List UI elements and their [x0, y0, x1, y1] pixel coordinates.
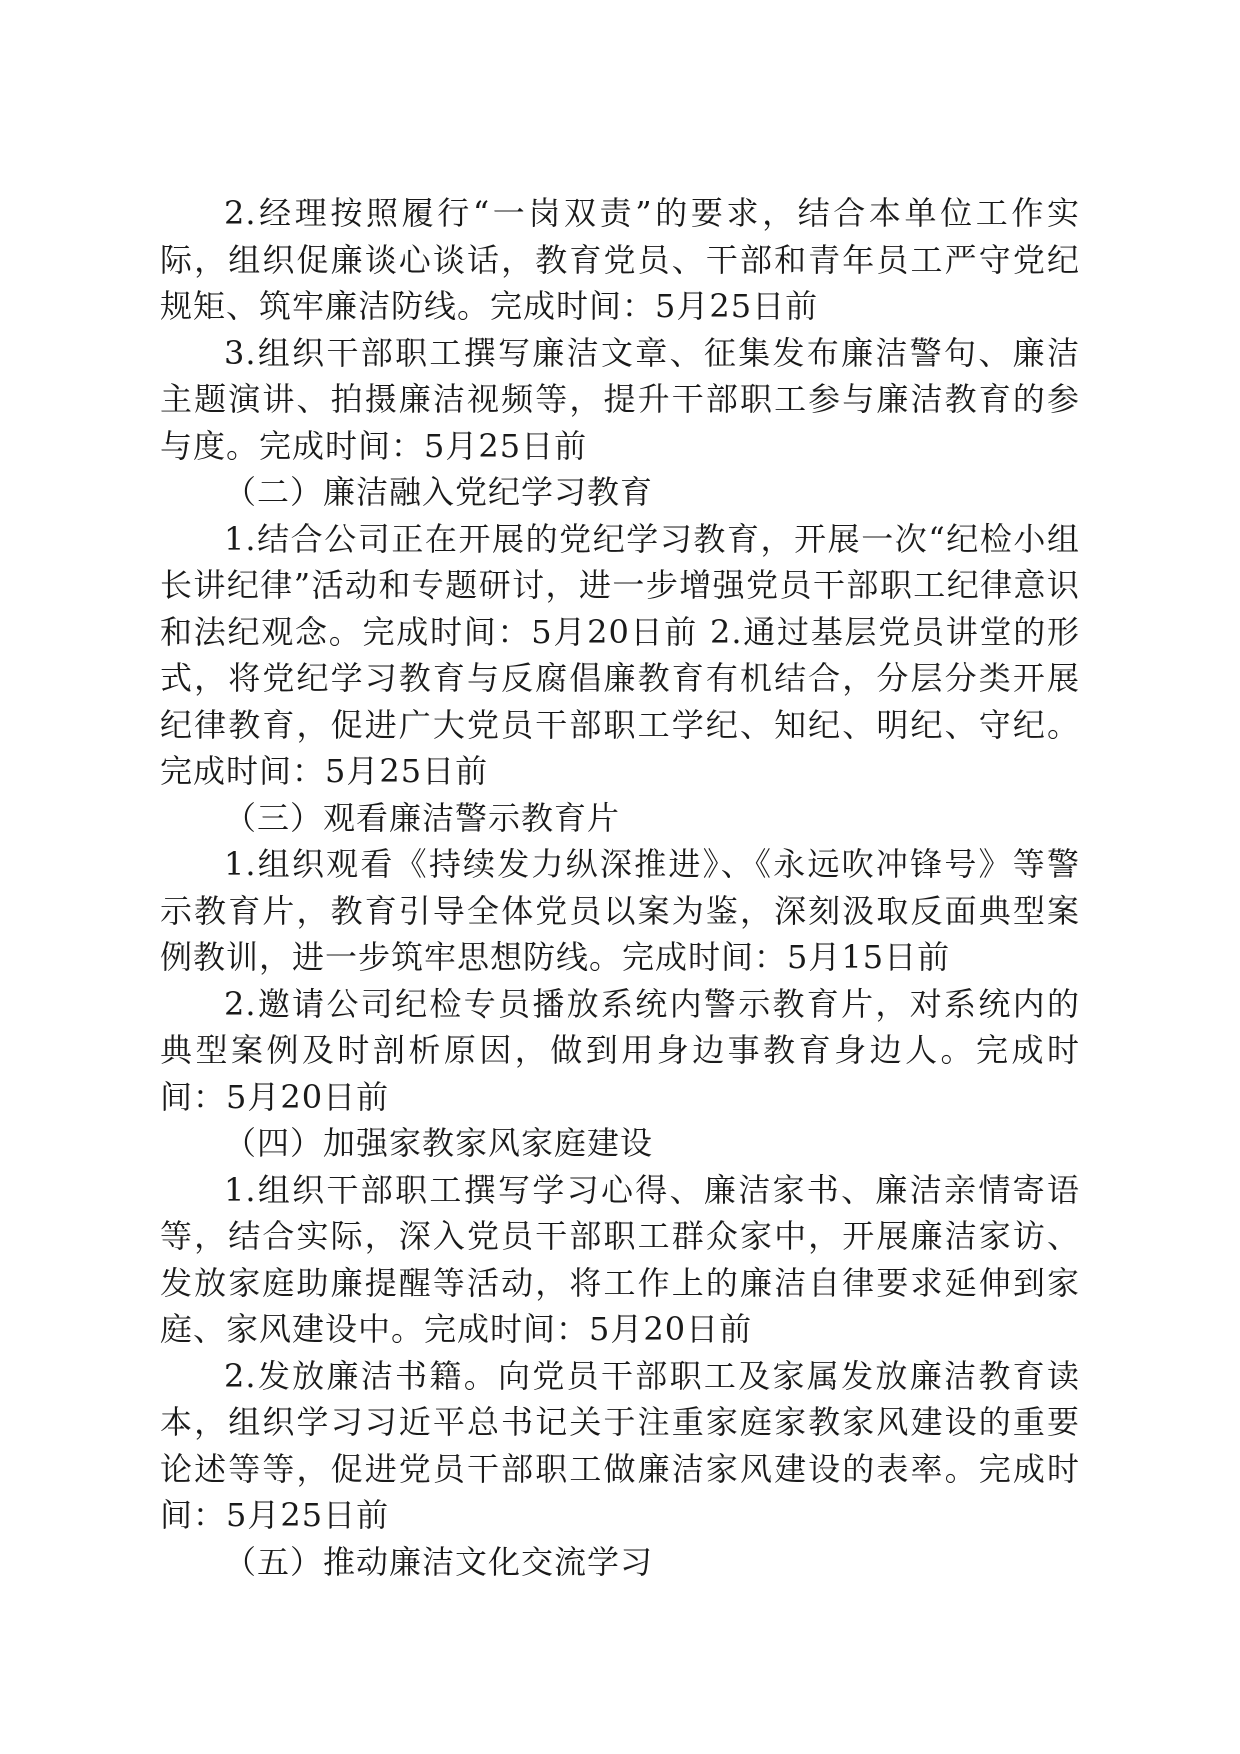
- paragraph-case-analysis: 2.邀请公司纪检专员播放系统内警示教育片，对系统内的典型案例及时剖析原因，做到用身边事教育身边人。完成时间：5月20日前: [160, 984, 1080, 1116]
- section-heading-5: （五）推动廉洁文化交流学习: [224, 1542, 654, 1581]
- section-heading-2: （二）廉洁融入党纪学习教育: [224, 473, 654, 511]
- section-heading-3: （三）观看廉洁警示教育片: [224, 798, 621, 837]
- paragraph-family-letters: 1.组织干部职工撰写学习心得、廉洁家书、廉洁亲情寄语等，结合实际，深入党员干部职工群众家中，开展廉洁家访、发放家庭助廉提醒等活动，将工作上的廉洁自律要求延伸到家庭、家风建设中。完成时间：5月20日前: [160, 1170, 1080, 1348]
- paragraph-discipline-study: 1.结合公司正在开展的党纪学习教育，开展一次“纪检小组长讲纪律”活动和专题研讨，进一步增强党员干部职工纪律意识和法纪观念。完成时间：5月20日前 2.通过基层党员讲堂的形式，将党纪学习教育与反腐倡廉教育有机结合，分层分类开展纪律教育，促进广大党员干部职工学纪、知纪、明纪、守纪。完成时间：5月25日前: [160, 519, 1080, 790]
- paragraph-integrity-books: 2.发放廉洁书籍。向党员干部职工及家属发放廉洁教育读本，组织学习习近平总书记关于注重家庭家教家风建设的重要论述等等，促进党员干部职工做廉洁家风建设的表率。完成时间：5月25日前: [160, 1356, 1080, 1534]
- paragraph-integrity-writing: 3.组织干部职工撰写廉洁文章、征集发布廉洁警句、廉洁主题演讲、拍摄廉洁视频等，提升干部职工参与廉洁教育的参与度。完成时间：5月25日前: [160, 333, 1080, 465]
- paragraph-warning-films: 1.组织观看《持续发力纵深推进》、《永远吹冲锋号》等警示教育片，教育引导全体党员以案为鉴，深刻汲取反面典型案例教训，进一步筑牢思想防线。完成时间：5月15日前: [160, 845, 1080, 976]
- paragraph-manager-duty: 2.经理按照履行“一岗双责”的要求，结合本单位工作实际，组织促廉谈心谈话，教育党员、干部和青年员工严守党纪规矩、筑牢廉洁防线。完成时间：5月25日前: [160, 194, 1080, 325]
- section-heading-4: （四）加强家教家风家庭建设: [224, 1124, 654, 1162]
